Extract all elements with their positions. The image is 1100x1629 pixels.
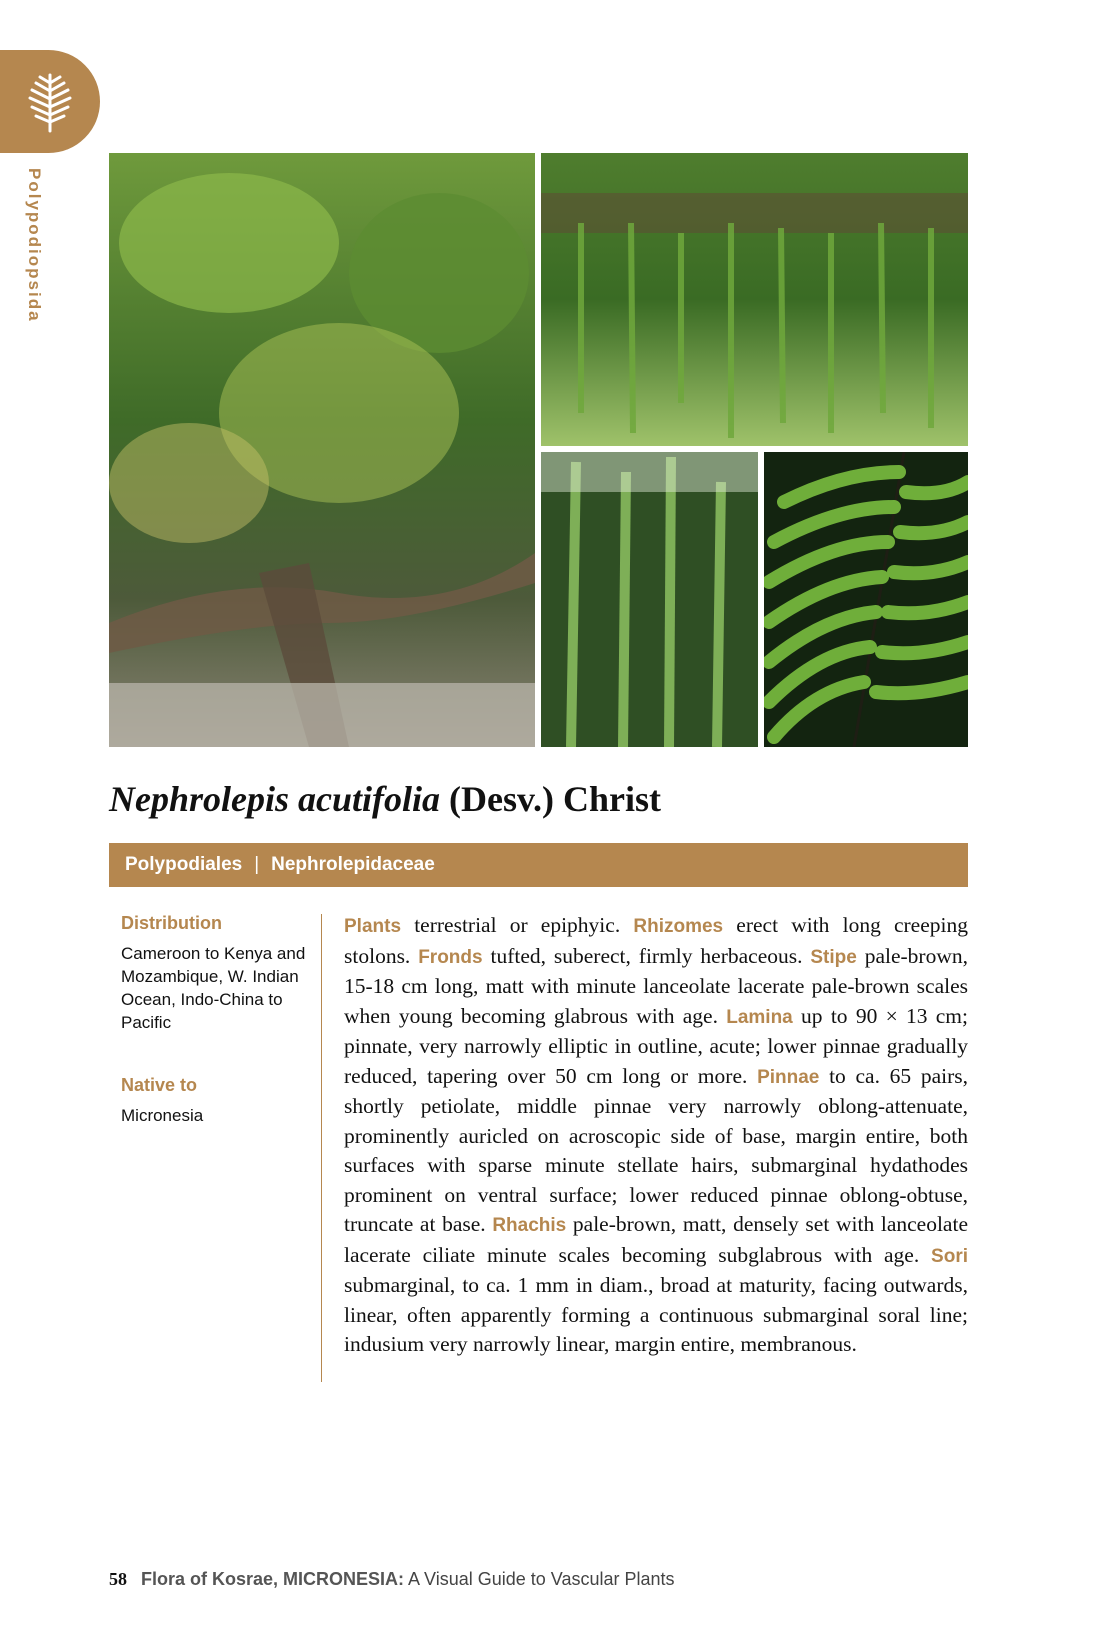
book-subtitle: A Visual Guide to Vascular Plants <box>404 1569 675 1589</box>
taxonomy-band <box>109 843 968 887</box>
distribution-block <box>121 913 311 1034</box>
native-heading: Native to <box>121 1075 198 1095</box>
column-divider <box>321 914 322 1382</box>
section-tab <box>0 50 100 153</box>
taxonomy-family: Nephrolepidaceae <box>271 854 435 875</box>
term-sori: Sori <box>931 1245 968 1267</box>
taxonomy-order: Polypodiales <box>125 854 243 875</box>
desc-plants: terrestrial or epiphyic. <box>401 913 634 937</box>
species-title <box>109 778 661 820</box>
photo-pinnae-detail <box>764 452 968 747</box>
photo-fern-on-tree <box>109 153 535 747</box>
term-stipe: Stipe <box>810 946 857 968</box>
species-authority: (Desv.) Christ <box>449 779 661 819</box>
desc-fronds: tufted, suberect, firmly herbaceous. <box>482 943 811 968</box>
section-label: Polypodiopsida <box>25 168 44 323</box>
distribution-heading: Distribution <box>121 913 222 933</box>
term-fronds: Fronds <box>418 946 483 968</box>
distribution-text: Cameroon to Kenya and Mozambique, W. Indian Ocean, Indo-China to Pacific <box>121 944 306 1032</box>
page-number: 58 <box>109 1569 127 1589</box>
book-title: Flora of Kosrae, MICRONESIA: <box>141 1569 405 1589</box>
fern-leaf-icon <box>22 69 78 135</box>
desc-pinnae: to ca. 65 pairs, shortly petiolate, middle pinnae very narrowly oblong-attenuate, prominently auricled on acroscopic side of base, margin entire, both surfaces with sparse minute stellate hairs, submarginal hydathodes prominent on ventral surface; lower reduced pinnae oblong-obtuse, truncate at base. <box>344 1063 968 1236</box>
term-lamina: Lamina <box>726 1006 793 1028</box>
photo-hanging-fronds <box>541 153 968 446</box>
taxonomy-separator: | <box>254 854 260 875</box>
native-text: Micronesia <box>121 1106 204 1125</box>
term-plants: Plants <box>344 916 402 937</box>
term-rhizomes: Rhizomes <box>633 916 724 937</box>
desc-stipe: pale-brown, 15-18 cm long, matt with minute lanceolate lacerate pale-brown scales when young becoming glabrous with age. <box>344 943 968 1028</box>
native-block <box>121 1075 311 1127</box>
desc-rhachis: pale-brown, matt, densely set with lanceolate lacerate ciliate minute scales becoming subglabrous with age. <box>344 1212 968 1267</box>
page-footer <box>109 1569 675 1590</box>
term-pinnae: Pinnae <box>757 1066 820 1088</box>
term-rhachis: Rhachis <box>492 1215 567 1236</box>
desc-rhizomes: erect with long creeping stolons. <box>344 913 968 968</box>
species-name: Nephrolepis acutifolia <box>109 779 440 819</box>
desc-lamina: up to 90 × 13 cm; pinnate, very narrowly elliptic in outline, acute; lower pinnae gradually reduced, tapering over 50 cm long or more. <box>344 1003 969 1088</box>
species-description <box>344 911 968 1360</box>
desc-sori: submarginal, to ca. 1 mm in diam., broad at maturity, facing outwards, linear, often apparently forming a continuous submarginal soral line; indusium very narrowly linear, margin entire, membranous. <box>344 1273 968 1356</box>
photo-frond-closeup <box>541 452 758 747</box>
